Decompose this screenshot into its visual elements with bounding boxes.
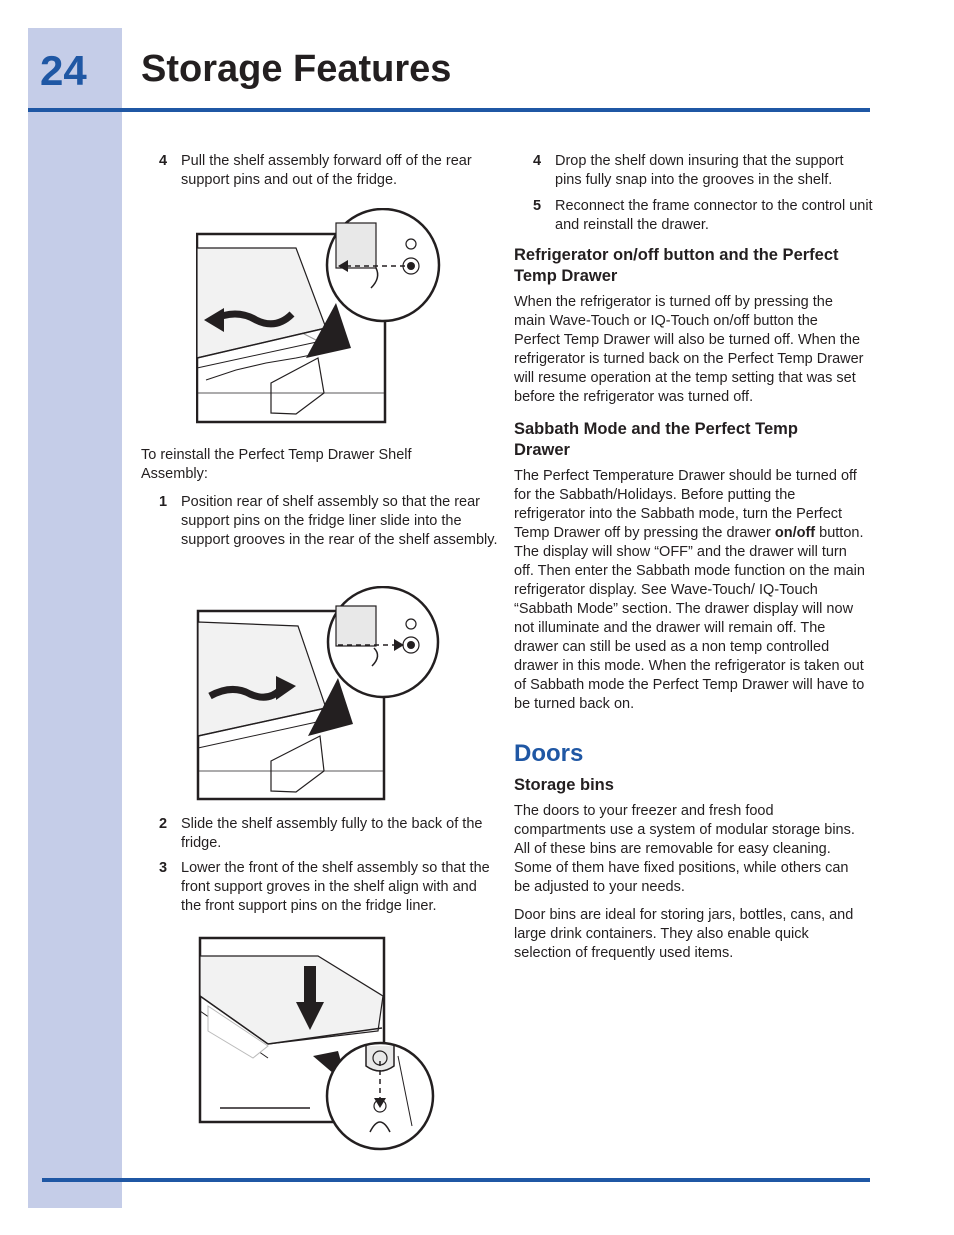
step-text: Lower the front of the shelf assembly so that the front support groves in the shelf align with and the front support pins on the fridge liner. xyxy=(181,860,490,914)
storage-bins-heading: Storage bins xyxy=(514,776,614,794)
sabbath-onoff-bold: on/off xyxy=(774,525,816,541)
sabbath-text-part-a: The Perfect Temperature Drawer should be turned off for the Sabbath/Holidays. Before putting the refrigerator into the Sabbath mode, turn the Perfect Temp Drawer off by pressing the drawer xyxy=(514,468,857,541)
shelf-removal-figure xyxy=(196,208,446,426)
onoff-heading: Refrigerator on/off button and the Perfect Temp Drawer xyxy=(514,246,839,285)
step-text: Reconnect the frame connector to the control unit and reinstall the drawer. xyxy=(555,198,873,233)
shelf-lower-figure xyxy=(198,936,440,1152)
left-step-4 xyxy=(159,152,499,190)
left-step-3 xyxy=(159,859,499,916)
step-text: Slide the shelf assembly fully to the back of the fridge. xyxy=(181,816,483,851)
header-rule xyxy=(28,108,870,112)
step-number: 3 xyxy=(159,860,168,876)
right-step-5 xyxy=(533,197,873,235)
step-text: Position rear of shelf assembly so that the rear support pins on the fridge liner slide into the support grooves in the rear of the shelf assembly. xyxy=(181,494,498,548)
sabbath-paragraph xyxy=(514,467,868,714)
sabbath-text-part-b: button. The display will show “OFF” and the drawer will turn off. Then enter the Sabbath mode function on the main refrigerator display. See Wave-Touch/ IQ-Touch “Sabbath Mode” section. The drawer display will now not illuminate and the drawer will remain off. The drawer can still be used as a non temp controlled drawer in this mode. When the refrigerator is taken out of Sabbath mode the Perfect Temp Drawer will have to be turned back on. xyxy=(514,525,865,712)
step-number: 5 xyxy=(533,198,542,214)
step-number: 4 xyxy=(533,153,542,169)
right-step-4 xyxy=(533,152,873,190)
doors-heading: Doors xyxy=(514,740,584,767)
storage-bins-paragraph-1: The doors to your freezer and fresh food compartments use a system of modular storage bins. All of these bins are removable for easy cleaning. Some of them have fixed positions, while others can be adjusted to your needs. xyxy=(514,803,855,895)
page-title: Storage Features xyxy=(141,48,452,90)
step-text: Drop the shelf down insuring that the support pins fully snap into the grooves in the shelf. xyxy=(555,153,844,188)
onoff-paragraph: When the refrigerator is turned off by pressing the main Wave-Touch or IQ-Touch on/off button the Perfect Temp Drawer will also be turned off. When the refrigerator is turned back on the Perfect Temp Drawer will resume operation at the temp setting that was set before the refrigerator was turned off. xyxy=(514,294,864,405)
shelf-reinstall-figure xyxy=(196,586,446,802)
step-number: 4 xyxy=(159,153,168,169)
step-number: 2 xyxy=(159,816,168,832)
step-text: Pull the shelf assembly forward off of the rear support pins and out of the fridge. xyxy=(181,153,472,188)
reinstall-intro: To reinstall the Perfect Temp Drawer Shelf Assembly: xyxy=(141,447,412,482)
footer-rule xyxy=(42,1178,870,1182)
step-number: 1 xyxy=(159,494,168,510)
page-sidebar-band xyxy=(28,28,122,1208)
storage-bins-paragraph-2: Door bins are ideal for storing jars, bottles, cans, and large drink containers. They also enable quick selection of frequently used items. xyxy=(514,907,854,961)
left-step-1 xyxy=(159,493,499,550)
sabbath-heading: Sabbath Mode and the Perfect Temp Drawer xyxy=(514,420,798,459)
page-number: 24 xyxy=(40,47,87,94)
left-step-2 xyxy=(159,815,499,853)
